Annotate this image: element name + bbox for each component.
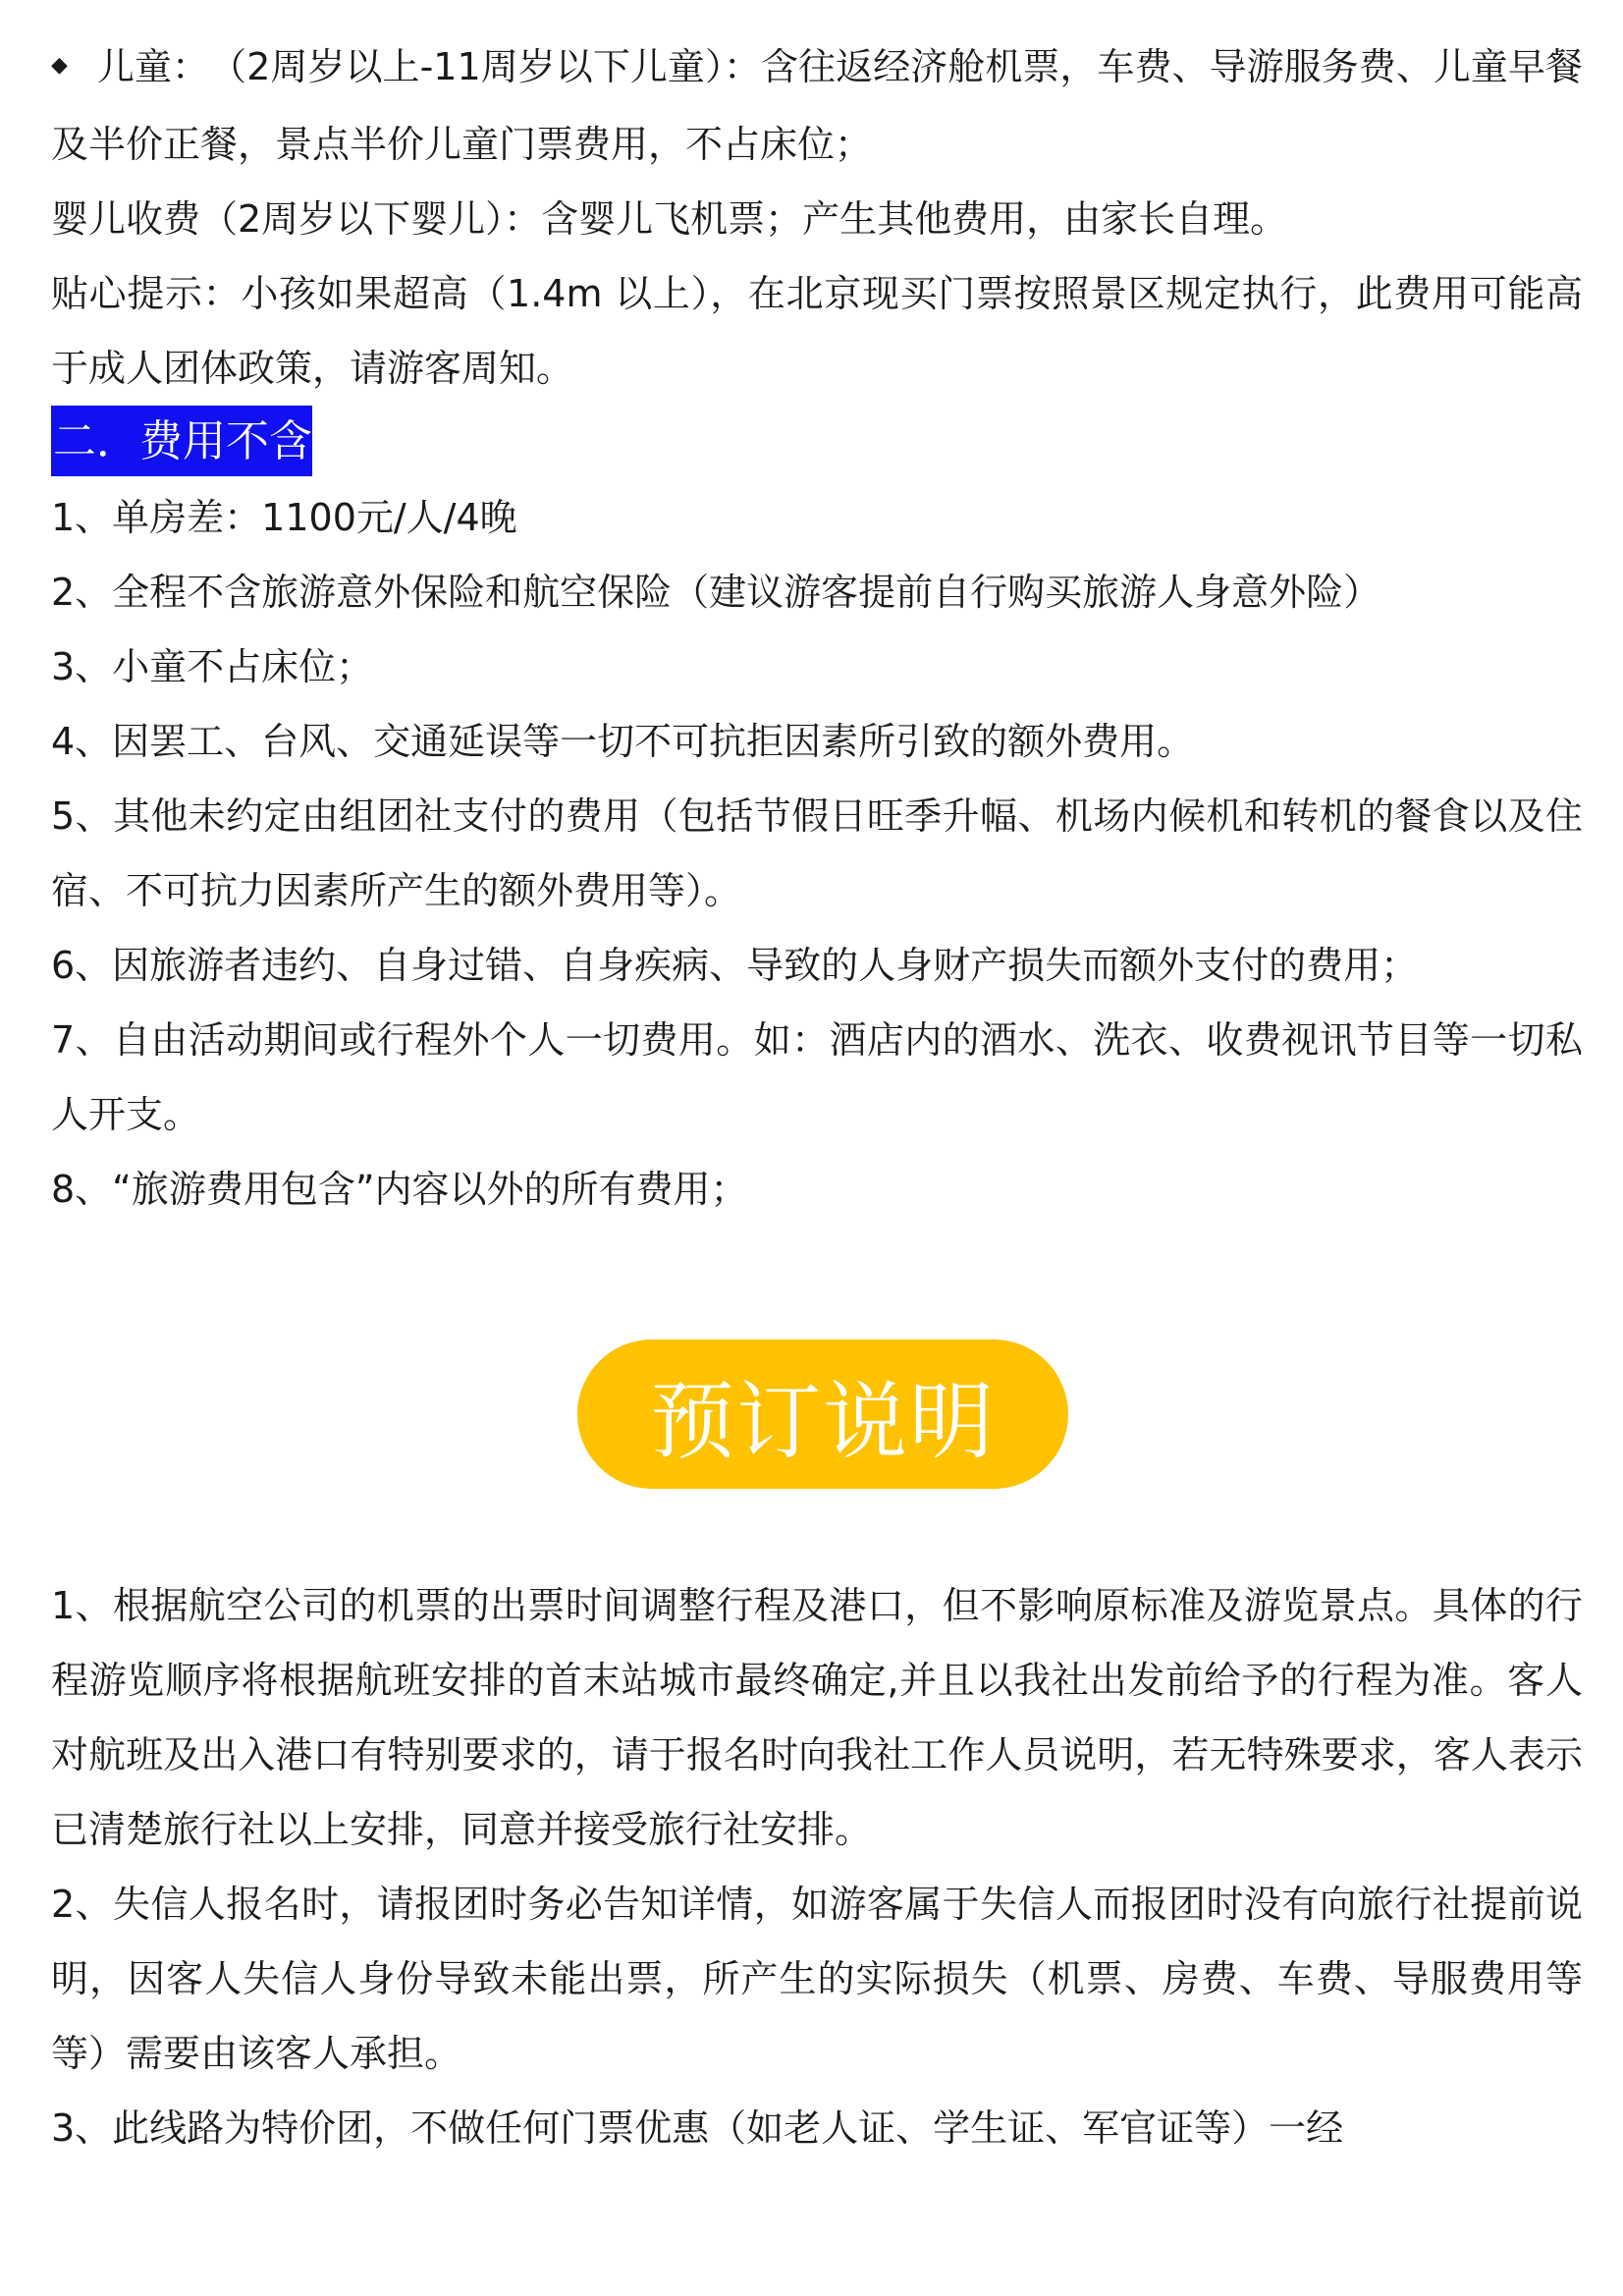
exclusions-section: [51, 406, 1583, 1227]
booking-section: [51, 1568, 1583, 2165]
exclusion-item-6: 6、因旅游者违约、自身过错、自身疾病、导致的人身财产损失而额外支付的费用；: [51, 943, 1419, 987]
children-fee-text: 儿童： （2周岁以上-11周岁以下儿童）：含往返经济舱机票，车费、导游服务费、儿童早餐及半价正餐，景点半价儿童门票费用，不占床位；: [51, 45, 1583, 166]
booking-title-area: [51, 1227, 1583, 1511]
booking-item-1: 1、根据航空公司的机票的出票时间调整行程及港口，但不影响原标准及游览景点。具体的行程游览顺序将根据航班安排的首末站城市最终确定,并且以我社出发前给予的行程为准。客人对航班及出入港口有特别要求的，请于报名时向我社工作人员说明，若无特殊要求，客人表示已清楚旅行社以上安排，同意并接受旅行社安排。: [51, 1583, 1583, 1851]
infant-fee-line: 婴儿收费（2周岁以下婴儿）：含婴儿飞机票；产生其他费用，由家长自理。: [51, 196, 1288, 241]
exclusion-item-8: 8、“旅游费用包含”内容以外的所有费用；: [51, 1167, 748, 1211]
children-fee-line: [51, 29, 1583, 182]
exclusion-item-1: 1、单房差：1100元/人/4晚: [51, 495, 517, 539]
exclusion-item-5: 5、其他未约定由组团社支付的费用（包括节假日旺季升幅、机场内候机和转机的餐食以及住宿、不可抗力因素所产生的额外费用等）。: [51, 793, 1583, 912]
document-page: [51, 29, 1583, 2165]
exclusion-item-4: 4、因罢工、台风、交通延误等一切不可抗拒因素所引致的额外费用。: [51, 719, 1195, 763]
booking-item-2: 2、失信人报名时，请报团时务必告知详情，如游客属于失信人而报团时没有向旅行社提前说明，因客人失信人身份导致未能出票，所产生的实际损失（机票、房费、车费、导服费用等等）需要由该客人承担。: [51, 1882, 1583, 2075]
height-tip-line: 贴心提示：小孩如果超高（1.4m 以上），在北京现买门票按照景区规定执行，此费用可能高于成人团体政策，请游客周知。: [51, 271, 1583, 390]
booking-item-3: 3、此线路为特价团，不做任何门票优惠（如老人证、学生证、军官证等）一经: [51, 2105, 1344, 2150]
exclusion-item-3: 3、小童不占床位；: [51, 644, 374, 688]
spacer: [51, 1511, 1583, 1568]
diamond-bullet-icon: ◆: [51, 52, 68, 78]
exclusion-item-7: 7、自由活动期间或行程外个人一切费用。如：酒店内的酒水、洗衣、收费视讯节目等一切私人开支。: [51, 1017, 1583, 1136]
booking-title-badge: 预订说明: [577, 1339, 1068, 1489]
exclusion-item-2: 2、全程不含旅游意外保险和航空保险（建议游客提前自行购买旅游人身意外险）: [51, 570, 1381, 614]
exclusions-heading: 二．费用不含: [51, 406, 312, 476]
